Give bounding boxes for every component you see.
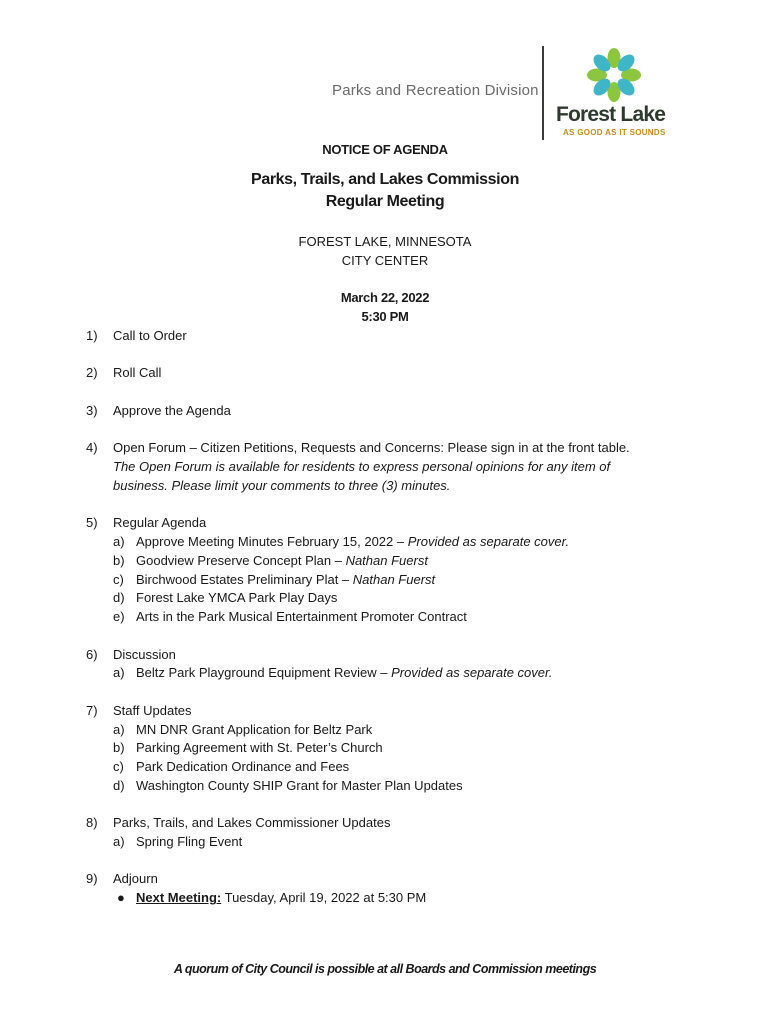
forest-lake-flower-logo-icon	[586, 47, 642, 103]
list-item: e) Arts in the Park Musical Entertainment Promoter Contract	[113, 609, 467, 625]
logo-name: Forest Lake	[556, 103, 666, 126]
list-item: d) Washington County SHIP Grant for Master Plan Updates	[113, 777, 463, 793]
agenda-item-staff-updates: 7) Staff Updates a) MN DNR Grant Application for Beltz Park b) Parking Agreement with St. Peter’s Church c) Park Dedication Ordinance and Fees d) Washington County SHIP Grant for Master Plan Updates	[86, 702, 706, 796]
agenda-item-roll-call: 2) Roll Call	[86, 365, 162, 381]
list-item: d) Forest Lake YMCA Park Play Days	[113, 590, 338, 606]
list-item: a) Approve Meeting Minutes February 15, 2022 – Provided as separate cover.	[113, 533, 570, 549]
quorum-footer: A quorum of City Council is possible at all Boards and Commission meetings	[173, 962, 597, 976]
open-forum-note-line-1: The Open Forum is available for residents to express personal opinions for any item of	[113, 458, 611, 474]
open-forum-note-line-2: business. Please limit your comments to three (3) minutes.	[113, 477, 451, 493]
agenda-item-commissioner-updates: 8) Parks, Trails, and Lakes Commissioner Updates a) Spring Fling Event	[86, 814, 706, 852]
location-venue: CITY CENTER	[341, 253, 429, 268]
agenda-list	[86, 327, 706, 908]
agenda-item-approve-agenda: 3) Approve the Agenda	[86, 402, 231, 418]
meeting-date: March 22, 2022	[340, 290, 430, 305]
list-item: c) Birchwood Estates Preliminary Plat – Nathan Fuerst	[113, 571, 436, 587]
next-meeting-text: Tuesday, April 19, 2022 at 5:30 PM	[221, 890, 427, 906]
bullet-icon: ●	[117, 890, 125, 906]
next-meeting-label: Next Meeting:	[136, 890, 222, 906]
logo-tagline: AS GOOD AS IT SOUNDS	[563, 128, 666, 137]
location-city: FOREST LAKE, MINNESOTA	[298, 234, 472, 249]
notice-heading: NOTICE OF AGENDA	[322, 142, 448, 157]
agenda-item-discussion: 6) Discussion a) Beltz Park Playground Equipment Review – Provided as separate cover.	[86, 646, 706, 684]
list-item: a) Spring Fling Event	[113, 834, 243, 850]
meeting-type: Regular Meeting	[325, 193, 445, 210]
header-divider	[542, 46, 544, 140]
list-item: b) Goodview Preserve Concept Plan – Nathan Fuerst	[113, 552, 428, 568]
next-meeting-bullet	[113, 889, 706, 908]
agenda-item-regular-agenda: 5) Regular Agenda a) Approve Meeting Minutes February 15, 2022 – Provided as separate cover. b) Goodview Preserve Concept Plan – Nathan Fuerst c) Birchwood Estates Preliminary Plat – Nathan Fuerst d) Forest Lake YMCA Park Play Days e) Arts in the Park Musical Entertainment Promoter Contract	[86, 514, 706, 627]
agenda-item-open-forum: 4) Open Forum – Citizen Petitions, Requests and Concerns: Please sign in at the front table. The Open Forum is available for residents to express personal opinions for any item of business. Please limit your comments to three (3) minutes.	[86, 439, 706, 495]
list-item: a) Beltz Park Playground Equipment Review – Provided as separate cover.	[113, 665, 553, 681]
agenda-item-adjourn: 9) Adjourn ● Next Meeting: Tuesday, April 19, 2022 at 5:30 PM	[86, 870, 706, 908]
list-item: b) Parking Agreement with St. Peter’s Church	[113, 740, 383, 756]
meeting-time: 5:30 PM	[361, 309, 409, 324]
division-label: Parks and Recreation Division	[332, 82, 539, 99]
agenda-item-call-to-order: 1) Call to Order	[86, 328, 187, 343]
list-item: c) Park Dedication Ordinance and Fees	[113, 759, 350, 775]
list-item: a) MN DNR Grant Application for Beltz Park	[113, 721, 373, 737]
commission-title: Parks, Trails, and Lakes Commission	[251, 171, 519, 188]
